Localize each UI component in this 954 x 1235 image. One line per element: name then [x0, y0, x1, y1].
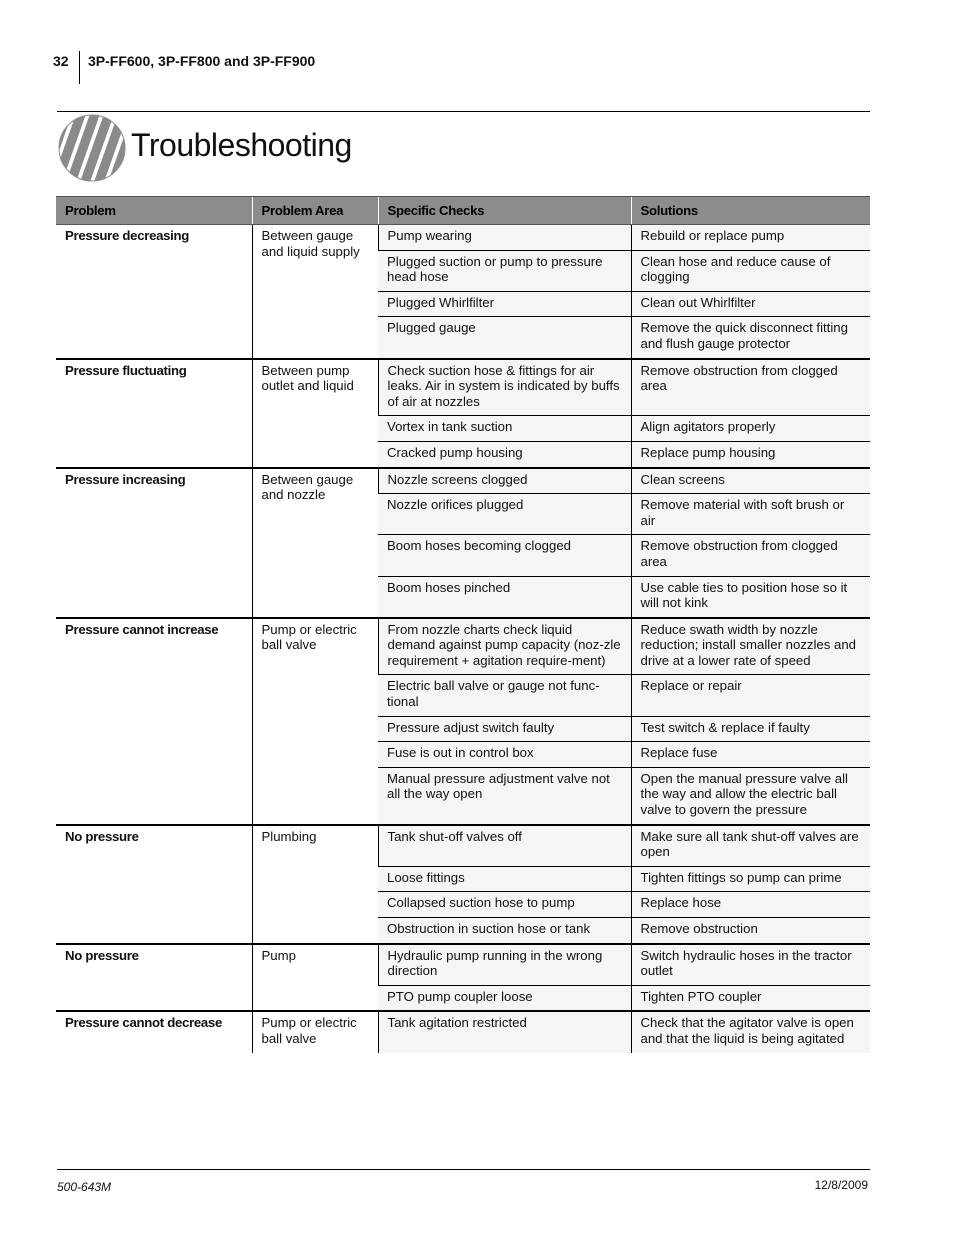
specific-check-cell: Nozzle screens clogged — [378, 468, 631, 494]
problem-cell: Pressure cannot decrease — [56, 1011, 252, 1052]
table-row — [56, 225, 870, 251]
solution-cell: Check that the agitator valve is open and that the liquid is being agitated — [631, 1011, 870, 1052]
solution-cell: Replace fuse — [631, 742, 870, 768]
problem-area-cell: Between gauge and nozzle — [252, 468, 378, 618]
problem-cell: No pressure — [56, 825, 252, 944]
solution-cell: Replace pump housing — [631, 441, 870, 467]
specific-check-cell: Cracked pump housing — [378, 441, 631, 467]
specific-check-cell: Vortex in tank suction — [378, 416, 631, 442]
document-title: 3P-FF600, 3P-FF800 and 3P-FF900 — [88, 53, 316, 69]
solution-cell: Rebuild or replace pump — [631, 225, 870, 251]
table-row — [56, 359, 870, 416]
solution-cell: Use cable ties to position hose so it will not kink — [631, 576, 870, 618]
problem-cell: Pressure fluctuating — [56, 359, 252, 468]
solution-cell: Tighten PTO coupler — [631, 985, 870, 1011]
specific-check-cell: Pump wearing — [378, 225, 631, 251]
column-header-problem-area: Problem Area — [252, 197, 378, 225]
solution-cell: Reduce swath width by nozzle reduction; install smaller nozzles and drive at a lower rate of speed — [631, 618, 870, 675]
specific-check-cell: Check suction hose & fittings for air leaks. Air in system is indicated by buffs of air at nozzles — [378, 359, 631, 416]
specific-check-cell: Obstruction in suction hose or tank — [378, 918, 631, 944]
specific-check-cell: Fuse is out in control box — [378, 742, 631, 768]
table-row — [56, 825, 870, 867]
table-row — [56, 468, 870, 494]
document-code: 500-643M — [57, 1180, 112, 1194]
specific-check-cell: Pressure adjust switch faulty — [378, 716, 631, 742]
specific-check-cell: Nozzle orifices plugged — [378, 494, 631, 535]
specific-check-cell: Electric ball valve or gauge not func-tional — [378, 675, 631, 716]
page-number: 32 — [53, 53, 69, 69]
specific-check-cell: Tank shut-off valves off — [378, 825, 631, 867]
column-header-solutions: Solutions — [631, 197, 870, 225]
specific-check-cell: Plugged Whirlfilter — [378, 291, 631, 317]
problem-area-cell: Pump — [252, 944, 378, 1012]
problem-area-cell: Pump or electric ball valve — [252, 618, 378, 825]
solution-cell: Clean hose and reduce cause of clogging — [631, 250, 870, 291]
solution-cell: Clean screens — [631, 468, 870, 494]
specific-check-cell: Loose fittings — [378, 866, 631, 892]
header-separator — [79, 51, 80, 84]
specific-check-cell: Collapsed suction hose to pump — [378, 892, 631, 918]
bottom-rule — [57, 1169, 870, 1170]
solution-cell: Remove obstruction from clogged area — [631, 535, 870, 576]
solution-cell: Replace hose — [631, 892, 870, 918]
problem-area-cell: Pump or electric ball valve — [252, 1011, 378, 1052]
solution-cell: Remove obstruction from clogged area — [631, 359, 870, 416]
solution-cell: Replace or repair — [631, 675, 870, 716]
specific-check-cell: Manual pressure adjustment valve not all the way open — [378, 767, 631, 824]
section-title: Troubleshooting — [131, 127, 352, 163]
specific-check-cell: From nozzle charts check liquid demand against pump capacity (noz-zle requirement + agitation require-ment) — [378, 618, 631, 675]
specific-check-cell: Tank agitation restricted — [378, 1011, 631, 1052]
solution-cell: Remove material with soft brush or air — [631, 494, 870, 535]
solution-cell: Open the manual pressure valve all the way and allow the electric ball valve to govern the pressure — [631, 767, 870, 824]
troubleshooting-table — [56, 196, 870, 1053]
problem-area-cell: Plumbing — [252, 825, 378, 944]
solution-cell: Align agitators properly — [631, 416, 870, 442]
specific-check-cell: Hydraulic pump running in the wrong direction — [378, 944, 631, 986]
solution-cell: Clean out Whirlfilter — [631, 291, 870, 317]
problem-cell: Pressure cannot increase — [56, 618, 252, 825]
problem-cell: No pressure — [56, 944, 252, 1012]
solution-cell: Switch hydraulic hoses in the tractor outlet — [631, 944, 870, 986]
specific-check-cell: PTO pump coupler loose — [378, 985, 631, 1011]
table-body — [56, 225, 870, 1053]
table-header-row — [56, 197, 870, 225]
column-header-specific-checks: Specific Checks — [378, 197, 631, 225]
specific-check-cell: Plugged gauge — [378, 317, 631, 359]
problem-cell: Pressure increasing — [56, 468, 252, 618]
column-header-problem: Problem — [56, 197, 252, 225]
solution-cell: Remove obstruction — [631, 918, 870, 944]
stripe-disc-logo-icon — [58, 114, 126, 182]
table-row — [56, 618, 870, 675]
document-date: 12/8/2009 — [814, 1178, 868, 1192]
problem-area-cell: Between pump outlet and liquid — [252, 359, 378, 468]
specific-check-cell: Plugged suction or pump to pressure head hose — [378, 250, 631, 291]
problem-area-cell: Between gauge and liquid supply — [252, 225, 378, 359]
top-rule — [57, 111, 870, 112]
specific-check-cell: Boom hoses becoming clogged — [378, 535, 631, 576]
solution-cell: Remove the quick disconnect fitting and flush gauge protector — [631, 317, 870, 359]
problem-cell: Pressure decreasing — [65, 228, 190, 243]
solution-cell: Tighten fittings so pump can prime — [631, 866, 870, 892]
specific-check-cell: Boom hoses pinched — [378, 576, 631, 618]
solution-cell: Make sure all tank shut-off valves are open — [631, 825, 870, 867]
table-row — [56, 1011, 870, 1052]
table-row — [56, 944, 870, 986]
solution-cell: Test switch & replace if faulty — [631, 716, 870, 742]
